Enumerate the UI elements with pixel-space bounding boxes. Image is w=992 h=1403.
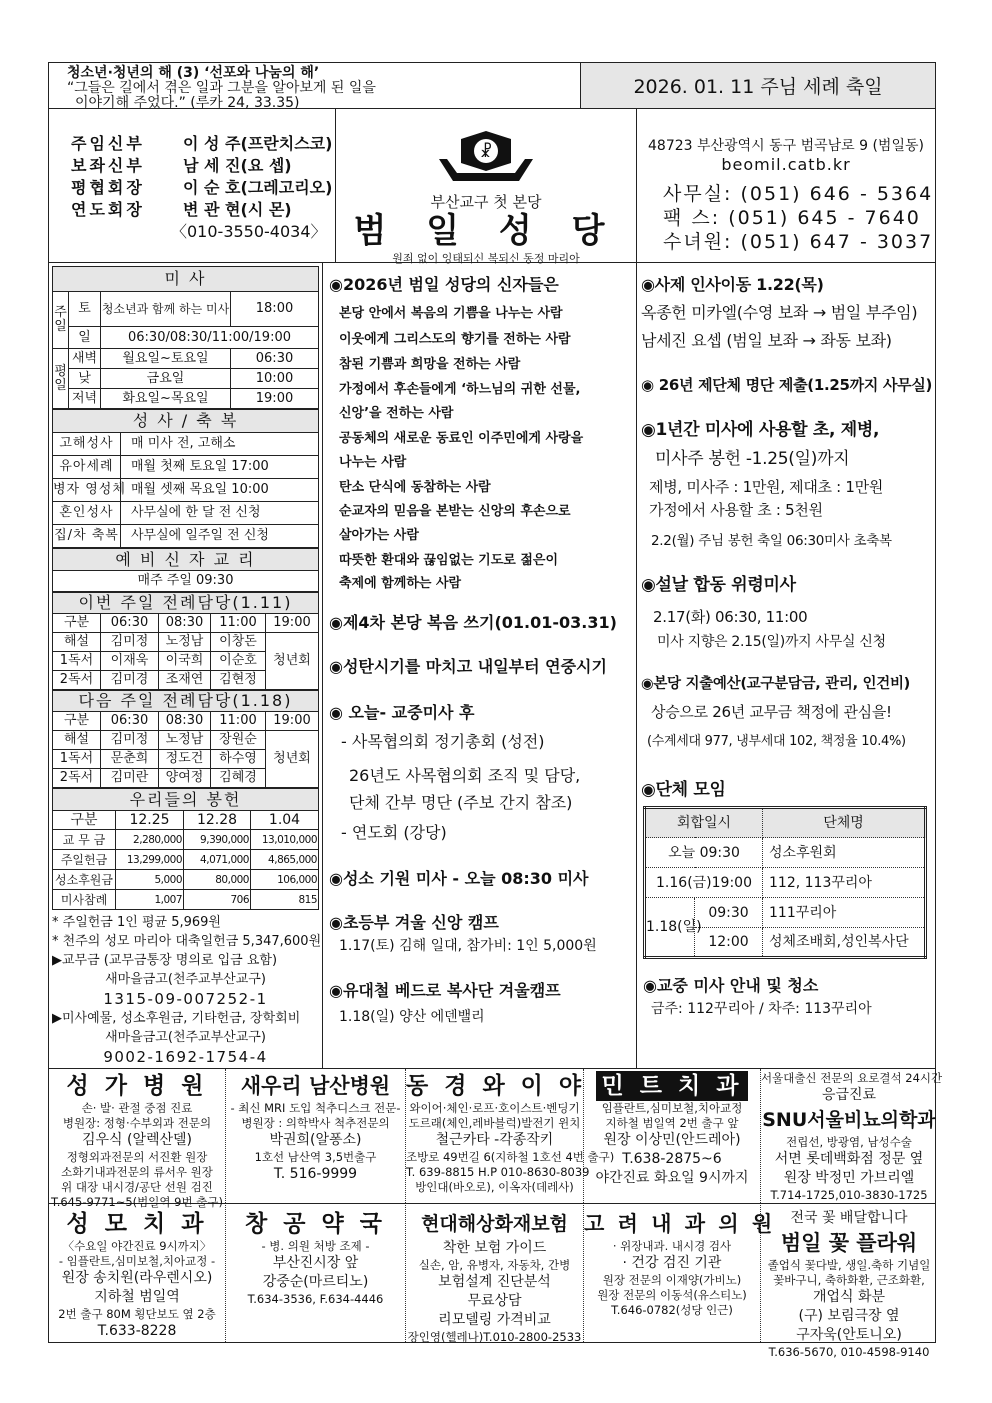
category: 성소후원금 (53, 870, 116, 890)
notice-line: ◉설날 합동 위령미사 (641, 575, 796, 595)
col-header: 1.04 (251, 811, 319, 830)
theme-box (48, 62, 581, 109)
role: 주임신부 (71, 134, 145, 153)
ad-line: 착한 보험 가이드 (442, 1240, 547, 1256)
sacrament-row (53, 525, 319, 548)
ad-line: 야간진료 화요일 9시까지 (595, 1170, 749, 1186)
label: 일 (69, 327, 101, 349)
ad-line: 와이어·체인·로프·호이스트·벤딩기 (409, 1101, 580, 1115)
notice-line: ◉1년간 미사에 사용할 초, 제병, (641, 420, 880, 440)
minister-name: 하수영 (211, 750, 266, 769)
sacraments-table (52, 409, 319, 548)
role: 평협회장 (71, 178, 145, 197)
staff-row (71, 155, 335, 177)
ad-line: - 병. 의원 처방 조제 - (261, 1239, 370, 1253)
notice-line: ◉단체 모임 (641, 780, 726, 800)
believer-line: 축제에 함께하는 사람 (339, 576, 462, 591)
section-title: 우리들의 봉헌 (53, 789, 319, 811)
ad-line: 리모델링 가격비교 (438, 1312, 551, 1328)
ad-line: T.634-3536, F.634-4446 (247, 1292, 384, 1306)
note-line: * 주일헌금 1인 평균 5,969원 (52, 915, 221, 930)
sacrament-name: 병자 영성체 (53, 479, 121, 502)
ad-line: 박권희(알퐁소) (269, 1132, 362, 1148)
ad-line: T.633-8228 (97, 1323, 177, 1339)
amount: 4,865,000 (251, 850, 319, 870)
notice-line: ◉ 오늘- 교중미사 후 (329, 703, 475, 722)
amount: 13,299,000 (116, 850, 184, 870)
meeting-time: 12:00 (695, 928, 763, 958)
ad-line: 〈수요일 야간진료 9시까지〉 (62, 1239, 212, 1253)
believer-line: 참된 기쁨과 희망을 전하는 사람 (339, 357, 521, 372)
sacrament-row (53, 479, 319, 502)
ad-line: 위 대장 내시경/공단 선원 검진 (61, 1180, 213, 1194)
sacrament-row (53, 502, 319, 525)
staff-list (48, 108, 336, 263)
minister-name: 김미란 (101, 769, 159, 788)
fax-number: 팩 스: (051) 645 - 7640 (663, 207, 921, 229)
name: 이 순 호(그레고리오) (183, 178, 333, 197)
offering-notes (52, 913, 322, 1067)
note-line: ▶교무금 (교무금통장 명의로 입금 요함) (52, 953, 278, 968)
ad-line: 강중순(마르티노) (262, 1274, 369, 1290)
believer-line: 순교자의 믿음을 본받는 신앙의 후손으로 (339, 504, 571, 519)
sacrament-info: 매 미사 전, 고해소 (121, 433, 319, 456)
sacrament-info: 사무실에 한 달 전 신청 (121, 502, 319, 525)
svg-text:☧: ☧ (479, 142, 493, 161)
notice-line: ◉ 26년 제단체 명단 제출(1.25까지 사무실) (641, 376, 933, 394)
ad-line: 원장 전문의 이동석(유스티노) (597, 1288, 747, 1302)
group-name: 111꾸리아 (763, 898, 926, 928)
amount: 1,007 (116, 890, 184, 910)
patron-saint: 원죄 없이 잉태되신 복되신 동정 마리아 (392, 252, 580, 265)
ad-line: 2번 출구 80M 횡단보도 옆 2층 (58, 1307, 216, 1321)
ad-line: T.636-5670, 010-4598-9140 (768, 1345, 930, 1359)
convent-phone: 수녀원: (051) 647 - 3037 (663, 231, 934, 253)
col-header: 11:00 (211, 614, 266, 633)
ad-line: T. 516-9999 (273, 1166, 358, 1182)
sacrament-name: 고해성사 (53, 433, 121, 456)
group-name: 112, 113꾸리아 (763, 868, 926, 898)
ad-line: 구자욱(안토니오) (796, 1327, 902, 1343)
ad-box (761, 1069, 943, 1203)
ad-box (406, 1205, 584, 1342)
ad-line: 실손, 암, 유병자, 자동차, 간병 (418, 1258, 571, 1272)
ad-box (406, 1069, 615, 1203)
col-header: 구분 (53, 811, 116, 830)
mass-time: 18:00 (231, 292, 319, 327)
ad-line: 조방로 49번길 6(지하철 1호선 4번 출구) (406, 1150, 615, 1164)
minister-name: 김현정 (211, 671, 266, 690)
mass-time: 06:30 (231, 349, 319, 369)
notice-line: 제병, 미사주 : 1만원, 제대초 : 1만원 (649, 478, 884, 496)
believer-line: 공동체의 새로운 동료인 이주민에게 사랑을 (339, 431, 584, 446)
ad-line: 서면 롯데백화점 정문 옆 (774, 1151, 924, 1167)
ad-line: T.714-1725,010-3830-1725 (770, 1188, 928, 1202)
minister-name: 김미정 (101, 633, 159, 652)
role-label: 2독서 (53, 671, 101, 690)
col-header: 구분 (53, 712, 101, 731)
ad-title: 동 경 와 이 야 (406, 1073, 586, 1099)
ad-line: 보험설계 진단분석 (438, 1274, 551, 1290)
believers-title: ◉2026년 범일 성당의 신자들은 (329, 275, 559, 294)
staff-row (71, 133, 335, 155)
believer-line: 따뜻한 환대와 끊임없는 기도로 젊은이 (339, 553, 559, 568)
ad-title: 현대해상화재보험 (421, 1213, 568, 1235)
ad-line: 장인영(헬레나)T.010-2800-2533 (407, 1330, 582, 1344)
sacrament-name: 혼인성사 (53, 502, 121, 525)
role-label: 해설 (53, 731, 101, 750)
ad-line: 응급진료 (821, 1087, 877, 1103)
ad-line: · 위장내과. 내시경 검사 (612, 1239, 732, 1253)
mass-time: 19:00 (231, 389, 319, 409)
minister-name: 노정남 (159, 731, 211, 750)
ad-title: 성 모 치 과 (66, 1211, 208, 1237)
believer-line: 본당 안에서 복음의 기쁨을 나누는 사람 (339, 306, 563, 321)
ad-line: 부산진시장 앞 (272, 1255, 359, 1271)
cleaning-title: ◉교중 미사 안내 및 청소 (643, 976, 819, 995)
notice-line: ◉제4차 본당 복음 쓰기(01.01-03.31) (329, 613, 617, 632)
ad-line: 서울대출신 전문의 요로결석 24시간 (761, 1071, 943, 1085)
meeting-time: 09:30 (695, 898, 763, 928)
ad-line: - 최신 MRI 도입 척추디스크 전문- (230, 1101, 401, 1115)
liturgy-this-week-table (52, 592, 319, 690)
ad-box (584, 1069, 761, 1203)
col-header: 구분 (53, 614, 101, 633)
label: 주일 (53, 292, 69, 349)
scripture-quote-2: 이야기해 주었다.” (루카 24, 33.35) (75, 95, 300, 111)
notice-line: 미사 지향은 2.15(일)까지 사무실 신청 (657, 634, 886, 650)
schedule-column (48, 262, 323, 1069)
label: 저녁 (69, 389, 101, 409)
role-label: 1독서 (53, 750, 101, 769)
ad-line: 개업식 화분 (812, 1289, 886, 1305)
ad-line: (구) 보림극장 옆 (798, 1308, 900, 1324)
minister-name: 이재욱 (101, 652, 159, 671)
mass-days: 월요일~토요일 (101, 349, 231, 369)
table-row (53, 870, 319, 890)
ad-line: 원장 송치원(라우렌시오) (61, 1270, 213, 1286)
notice-line: 1.18(일) 양산 에덴밸리 (339, 1009, 485, 1025)
ad-box (49, 1069, 226, 1209)
ad-line: 병원장 : 의학박사 척추전문의 (241, 1116, 390, 1130)
col-header: 단체명 (763, 808, 926, 838)
ad-box (226, 1205, 406, 1342)
minister-name: 이창돈 (211, 633, 266, 652)
col-header: 08:30 (159, 712, 211, 731)
church-logo-block (335, 108, 637, 263)
minister-name: 양여정 (159, 769, 211, 788)
liturgy-next-week-table (52, 690, 319, 788)
category: 미사참례 (53, 890, 116, 910)
meeting-date: 1.18(일) (645, 898, 695, 958)
church-subtitle: 부산교구 첫 본당 (430, 193, 542, 211)
ad-line: · 건강 검진 기관 (622, 1255, 722, 1271)
minister-name: 이국희 (159, 652, 211, 671)
label: 낮 (69, 369, 101, 389)
ad-box (584, 1205, 776, 1342)
notice-line: 상승으로 26년 교무금 책정에 관심을! (651, 703, 892, 721)
notice-line: ◉본당 지출예산(교구분담금, 관리, 인건비) (641, 676, 910, 692)
col-header: 06:30 (101, 614, 159, 633)
mass-days: 화요일~목요일 (101, 389, 231, 409)
believer-line: 신앙’을 전하는 사람 (339, 406, 454, 421)
col-header: 회합일시 (645, 808, 763, 838)
ad-line: 지하철 범일역 (94, 1289, 180, 1305)
mass-desc: 청소년과 함께 하는 미사 (101, 292, 231, 327)
amount: 4,071,000 (184, 850, 251, 870)
group-name: 성체조배회,성인복사단 (763, 928, 926, 958)
minister-name: 장원순 (211, 731, 266, 750)
note-line: * 천주의 성모 마리아 대축일헌금 5,347,600원 (52, 934, 322, 949)
notice-line: (수계세대 977, 냉부세대 102, 책정율 10.4%) (647, 734, 906, 749)
minister-name: 노정남 (159, 633, 211, 652)
ad-title: 성 가 병 원 (66, 1073, 208, 1099)
name: 변 관 현(시 몬) (183, 200, 292, 219)
advertisements (48, 1068, 943, 1359)
contact-block (636, 108, 936, 263)
ad-line: 지하철 범일역 2번 출구 앞 (605, 1116, 739, 1130)
minister-name: 조재연 (159, 671, 211, 690)
table-row (53, 830, 319, 850)
ad-line: 도르래(체인,레바블럭)발전기 윈치 (408, 1116, 581, 1130)
section-title: 이번 주일 전례담당(1.11) (53, 593, 319, 614)
ad-title: SNU서울비뇨의학과 (762, 1109, 936, 1131)
ad-line: 손· 발· 관절 중점 진료 (81, 1101, 193, 1115)
note-line: 새마을금고(천주교부산교구) (105, 1030, 266, 1045)
role-label: 2독서 (53, 769, 101, 788)
mass-days: 금요일 (101, 369, 231, 389)
catechumen-table (52, 548, 319, 592)
staff-row (71, 177, 335, 199)
notice-line: 2.2(월) 주님 봉헌 축일 06:30미사 초축복 (651, 533, 892, 549)
category: 교 무 금 (53, 830, 116, 850)
offering-table (52, 788, 319, 910)
ad-line: 정형외과전문의 서진환 원장 (66, 1150, 208, 1164)
minister-name: 김미정 (101, 731, 159, 750)
ad-title: 창 공 약 국 (245, 1211, 386, 1237)
label: 평일 (53, 349, 69, 409)
notice-line: ◉성소 기원 미사 - 오늘 08:30 미사 (329, 869, 589, 888)
ad-line: 철근카타 -각종작키 (435, 1132, 554, 1148)
ad-line: 병원장: 정형·수부외과 전문의 (62, 1116, 212, 1130)
table-row (53, 850, 319, 870)
ad-line: 원장 전문의 이재양(가비노) (602, 1273, 742, 1287)
role-label: 1독서 (53, 652, 101, 671)
sacrament-row (53, 456, 319, 479)
table-row (53, 633, 319, 652)
notice-line: ◉사제 인사이동 1.22(목) (641, 275, 824, 294)
minister-name: 김미경 (101, 671, 159, 690)
notice-line: ◉초등부 겨울 신앙 캠프 (329, 913, 499, 932)
ad-line: 전립선, 방광염, 남성수술 (786, 1135, 912, 1149)
amount: 80,000 (184, 870, 251, 890)
staff-phone: 〈010-3550-4034〉 (171, 222, 327, 241)
col-header: 08:30 (159, 614, 211, 633)
ad-line: 꽃바구니, 축하화환, 근조화환, (773, 1273, 925, 1287)
mass-time: 10:00 (231, 369, 319, 389)
amount: 5,000 (116, 870, 184, 890)
ad-line: 졸업식 꽃다발, 생일.축하 기념일 (767, 1258, 931, 1272)
mass-time: 06:30/08:30/11:00/19:00 (101, 327, 319, 349)
minister-name: 김혜경 (211, 769, 266, 788)
sacrament-info: 매월 첫째 토요일 17:00 (121, 456, 319, 479)
ad-line: 임플란트,심미보철,치아교정 (601, 1101, 743, 1115)
ad-line: - 임플란트,심미보철,치아교정 - (58, 1254, 216, 1268)
ad-line: 원장 박정민 가브리엘 (783, 1170, 915, 1186)
name: 남 세 진(요 셉) (183, 156, 292, 175)
website-link[interactable]: beomil.catb.kr (721, 155, 851, 174)
notice-line: 남세진 요셉 (범일 보좌 → 좌동 보좌) (641, 331, 892, 350)
group-name: 성소후원회 (763, 838, 926, 868)
notice-line: - 사목협의회 정기총회 (성전) (341, 732, 545, 751)
notice-line: 옥종헌 미카엘(수영 보좌 → 범일 부주임) (641, 303, 918, 322)
staff-row (71, 199, 335, 221)
sacrament-name: 유아세례 (53, 456, 121, 479)
notice-line: - 연도회 (강당) (341, 823, 447, 842)
believer-line: 살아가는 사람 (339, 528, 419, 543)
amount: 106,000 (251, 870, 319, 890)
ad-box (226, 1069, 406, 1203)
ad-line: 방인대(바오로), 이옥자(데레사) (415, 1180, 574, 1194)
evening-group: 청년회 (266, 633, 319, 690)
section-title: 성 사 / 축 복 (53, 410, 319, 433)
year-theme: 청소년·청년의 해 (3) ‘선포와 나눔의 해’ (67, 65, 320, 81)
church-name: 범 일 성 당 (353, 211, 619, 251)
section-title: 예 비 신 자 교 리 (53, 549, 319, 571)
note-line: 1315-09-007252-1 (103, 990, 268, 1008)
news-column (322, 262, 637, 1069)
note-line: 9002-1692-1754-4 (103, 1048, 268, 1066)
notice-line: 미사주 봉헌 -1.25(일)까지 (655, 449, 850, 469)
notice-line: 26년도 사목협의회 조직 및 담당, (349, 766, 581, 785)
ad-title: 고 려 내 과 의 원 (584, 1212, 776, 1236)
address: 48723 부산광역시 동구 범곡남로 9 (범일동) (648, 138, 924, 154)
notice-line: 1.17(토) 김해 일대, 참가비: 1인 5,000원 (339, 938, 597, 954)
believer-line: 이웃에게 그리스도의 향기를 전하는 사람 (339, 332, 571, 347)
cleaning-info: 금주: 112꾸리아 / 차주: 113꾸리아 (651, 1001, 872, 1017)
ad-line: 김우식 (알렉산델) (81, 1132, 193, 1148)
role-label: 해설 (53, 633, 101, 652)
col-header: 19:00 (266, 712, 319, 731)
sacrament-info: 사무실에 일주일 전 신청 (121, 525, 319, 548)
section-title: 미 사 (53, 267, 319, 292)
col-header: 11:00 (211, 712, 266, 731)
amount: 13,010,000 (251, 830, 319, 850)
church-emblem-icon (431, 129, 541, 191)
feast-title: 2026. 01. 11 주님 세례 축일 (580, 62, 936, 109)
col-header: 12.25 (116, 811, 184, 830)
ad-box (49, 1205, 226, 1342)
section-title: 다음 주일 전례담당(1.18) (53, 691, 319, 712)
group-meeting-table (643, 806, 927, 959)
notice-line: 가정에서 사용할 초 : 5천원 (649, 501, 823, 519)
mass-table (52, 266, 319, 409)
ad-title: 범일 꽃 플라워 (780, 1231, 918, 1255)
ad-line: T.645-9771~5(범일역 9번 출구) (51, 1195, 223, 1209)
note-line: 새마을금고(천주교부산교구) (105, 972, 266, 987)
table-row (53, 890, 319, 910)
sacrament-row (53, 433, 319, 456)
amount: 2,280,000 (116, 830, 184, 850)
meeting-time: 오늘 09:30 (645, 838, 763, 868)
minister-name: 이순호 (211, 652, 266, 671)
office-phone: 사무실: (051) 646 - 5364 (663, 183, 934, 205)
notice-line: ◉유대철 베드로 복사단 겨울캠프 (329, 981, 561, 1000)
ad-title: 새우리 남산병원 (240, 1074, 391, 1098)
minister-name: 정도건 (159, 750, 211, 769)
role: 보좌신부 (71, 156, 145, 175)
sacrament-info: 매월 셋째 목요일 10:00 (121, 479, 319, 502)
table-row (53, 731, 319, 750)
catechumen-time: 매주 주일 09:30 (53, 571, 319, 592)
believer-line: 가정에서 후손들에게 ‘하느님의 귀한 선물, (339, 382, 581, 397)
col-header: 19:00 (266, 614, 319, 633)
ad-line: T.646-0782(성당 인근) (611, 1303, 733, 1317)
ad-line: 원장 이상민(안드레아) (603, 1132, 741, 1148)
scripture-quote: “그들은 길에서 겪은 일과 그분을 알아보게 된 일을 (67, 80, 376, 96)
ad-line: 소화기내과전문의 류서우 원장 (61, 1165, 213, 1179)
notice-line: ◉성탄시기를 마치고 내일부터 연중시기 (329, 657, 607, 676)
name: 이 성 주(프란치스코) (183, 134, 333, 153)
col-header: 12.28 (184, 811, 251, 830)
col-header: 06:30 (101, 712, 159, 731)
ad-line: T. 639-8815 H.P 010-8630-8039 (406, 1165, 590, 1179)
ad-line: 무료상담 (467, 1293, 522, 1309)
role: 연도회장 (71, 200, 145, 219)
believer-line: 나누는 사람 (339, 455, 407, 470)
notice-line: 단체 간부 명단 (주보 간지 참조) (349, 793, 573, 812)
ad-line: 1호선 남산역 3,5번출구 (254, 1150, 377, 1164)
ad-title: 민 트 치 과 (596, 1071, 749, 1101)
minister-name: 문춘희 (101, 750, 159, 769)
note-line: ▶미사예물, 성소후원금, 기타헌금, 장학회비 (52, 1011, 301, 1026)
category: 주일헌금 (53, 850, 116, 870)
meeting-time: 1.16(금)19:00 (645, 868, 763, 898)
ad-box (761, 1205, 937, 1359)
label: 새벽 (69, 349, 101, 369)
believer-line: 탄소 단식에 동참하는 사람 (339, 480, 491, 495)
amount: 815 (251, 890, 319, 910)
ad-line: T.638-2875~6 (622, 1151, 722, 1167)
notice-line: 2.17(화) 06:30, 11:00 (653, 608, 808, 626)
sacrament-name: 집/차 축복 (53, 525, 121, 548)
evening-group: 청년회 (266, 731, 319, 788)
ad-line: 전국 꽃 배달합니다 (790, 1210, 908, 1226)
amount: 706 (184, 890, 251, 910)
notice-column (636, 262, 936, 1069)
label: 토 (69, 292, 101, 327)
amount: 9,390,000 (184, 830, 251, 850)
